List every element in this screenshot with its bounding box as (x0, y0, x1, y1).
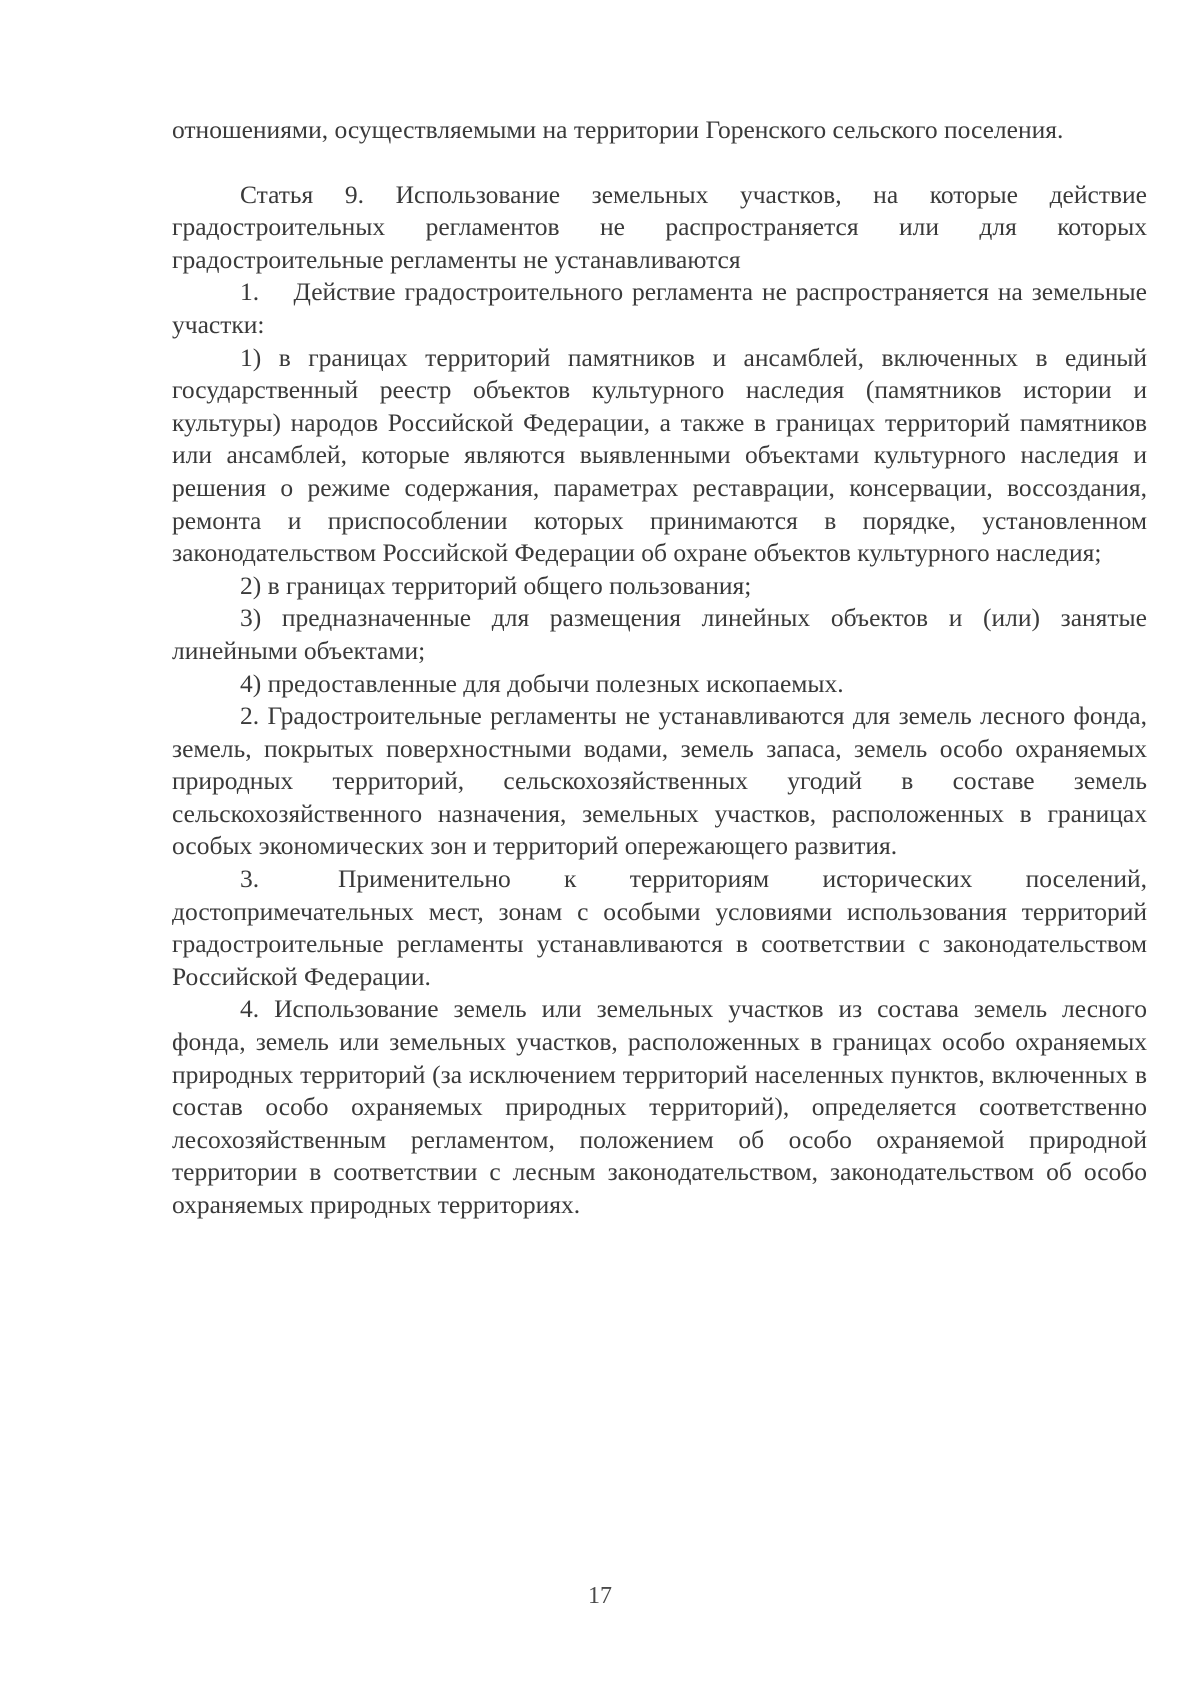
page-number: 17 (588, 1583, 612, 1609)
article-heading: Статья 9. Использование земельных участков, на которые действие градостроительных регламентов не распространяется или для которых градостроительные регламенты не устанавливаются (172, 179, 1147, 274)
clause-1-item-4: 4) предоставленные для добычи полезных ископаемых. (240, 668, 844, 698)
paragraph-continuation: отношениями, осуществляемыми на территории Горенского сельского поселения. (172, 115, 1064, 144)
clause-1-item-3: 3) предназначенные для размещения линейных объектов и (или) занятые линейными объектами; (172, 603, 1147, 665)
document-body (172, 114, 1147, 1222)
clause-4: 4. Использование земель или земельных участков из состава земель лесного фонда, земель или земельных участков, расположенных в границах особо охраняемых природных территорий (за исключением территорий населенных пунктов, включенных в состав особо охраняемых природных территорий), определяется соответственно лесохозяйственным регламентом, положением об особо охраняемой природной территории в соответствии с лесным законодательством, законодательством об особо охраняемых природных территориях. (172, 994, 1147, 1219)
clause-2: 2. Градостроительные регламенты не устанавливаются для земель лесного фонда, земель, покрытых поверхностными водами, земель запаса, земель особо охраняемых природных территорий, сельскохозяйственных угодий в составе земель сельскохозяйственного назначения, земельных участков, расположенных в границах особых экономических зон и территорий опережающего развития. (172, 701, 1147, 861)
clause-1-item-1: 1) в границах территорий памятников и ансамблей, включенных в единый государственный реестр объектов культурного наследия (памятников истории и культуры) народов Российской Федерации, а также в границах территорий памятников или ансамблей, которые являются выявленными объектами культурного наследия и решения о режиме содержания, параметрах реставрации, консервации, воссоздания, ремонта и приспособлении которых принимаются в порядке, установленном законодательством Российской Федерации об охране объектов культурного наследия; (172, 342, 1147, 568)
clause-1-item-2: 2) в границах территорий общего пользования; (240, 570, 752, 600)
clause-1: 1. Действие градостроительного регламента не распространяется на земельные участки: (172, 277, 1147, 339)
clause-3: 3. Применительно к территориям исторических поселений, достопримечательных мест, зонам с особыми условиями использования территорий градостроительные регламенты устанавливаются в соответствии с законодательством Российской Федерации. (172, 864, 1147, 991)
